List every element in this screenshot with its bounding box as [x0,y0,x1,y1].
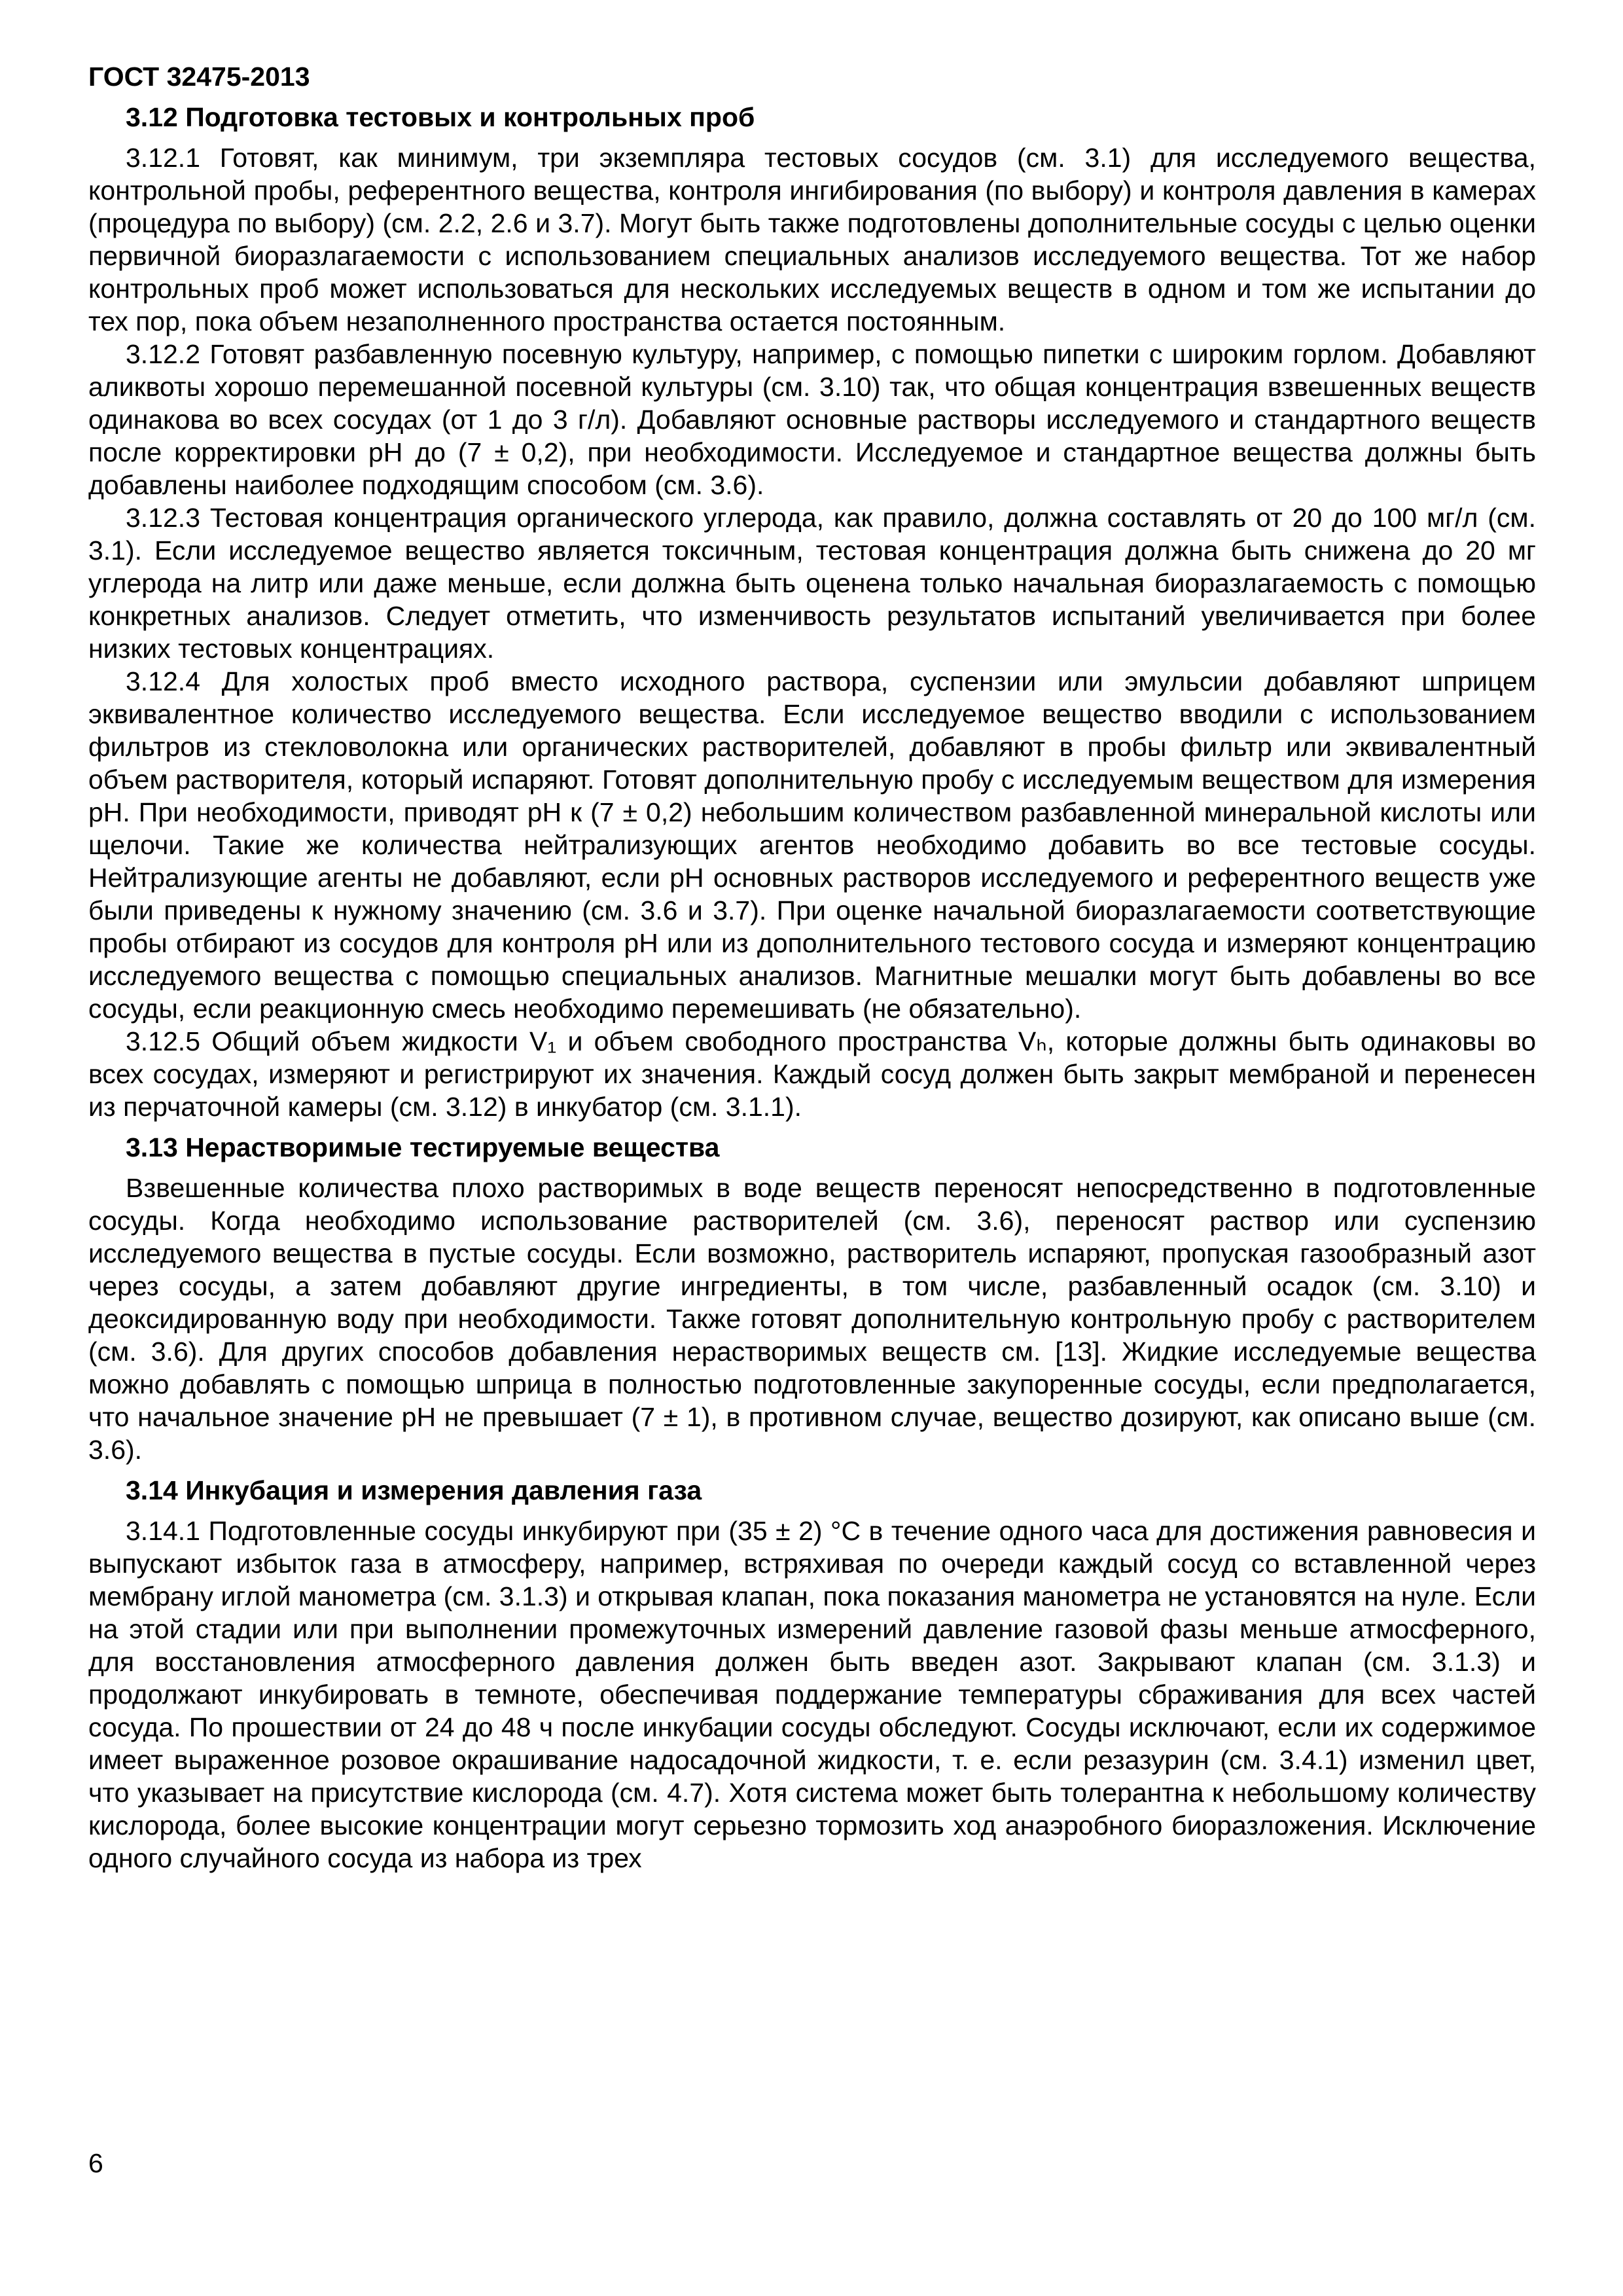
page-number: 6 [88,2148,103,2178]
paragraph-3-12-1: 3.12.1 Готовят, как минимум, три экземпляра тестовых сосудов (см. 3.1) для исследуемого вещества, контрольной пробы, референтного вещества, контроля ингибирования (по выбору) и контроля давления в камерах (процедура по выбору) (см. 2.2, 2.6 и 3.7). Могут быть также подготовлены дополнительные сосуды с целью оценки первичной биоразлагаемости с использованием специальных анализов исследуемого вещества. Тот же набор контрольных проб может использоваться для нескольких исследуемых веществ в одном и том же испытании до тех пор, пока объем незаполненного пространства остается постоянным. [88,143,1536,336]
paragraph-3-13: Взвешенные количества плохо растворимых в воде веществ переносят непосредственно в подготовленные сосуды. Когда необходимо использование растворителей (см. 3.6), переносят раствор или суспензию исследуемого вещества в пустые сосуды. Если возможно, растворитель испаряют, пропуская газообразный азот через сосуды, а затем добавляют другие ингредиенты, в том числе, разбавленный осадок (см. 3.10) и деоксидированную воду при необходимости. Также готовят дополнительную контрольную пробу с растворителем (см. 3.6). Для других способов добавления нерастворимых веществ см. [13]. Жидкие исследуемые вещества можно добавлять с помощью шприца в полностью подготовленные закупоренные сосуды, если предполагается, что начальное значение pH не превышает (7 ± 1), в противном случае, вещество дозируют, как описано выше (см. 3.6). [88,1173,1536,1465]
section-heading-3-14: 3.14 Инкубация и измерения давления газа [126,1475,702,1505]
section-heading-3-12: 3.12 Подготовка тестовых и контрольных проб [126,102,755,132]
section-heading-3-13: 3.13 Нерастворимые тестируемые вещества [126,1132,720,1162]
paragraph-3-14-1: 3.14.1 Подготовленные сосуды инкубируют при (35 ± 2) °С в течение одного часа для достижения равновесия и выпускают избыток газа в атмосферу, например, встряхивая по очереди каждый сосуд со вставленной через мембрану иглой манометра (см. 3.1.3) и открывая клапан, пока показания манометра не установятся на нуле. Если на этой стадии или при выполнении промежуточных измерений давление газовой фазы меньше атмосферного, для восстановления атмосферного давления должен быть введен азот. Закрывают клапан (см. 3.1.3) и продолжают инкубировать в темноте, обеспечивая поддержание температуры сбраживания для всех частей сосуда. По прошествии от 24 до 48 ч после инкубации сосуды обследуют. Сосуды исключают, если их содержимое имеет выраженное розовое окрашивание надосадочной жидкости, т. е. если резазурин (см. 3.4.1) изменил цвет, что указывает на присутствие кислорода (см. 4.7). Хотя система может быть толерантна к небольшому количеству кислорода, более высокие концентрации могут серьезно тормозить ход анаэробного биоразложения. Исключение одного случайного сосуда из набора из трех [88,1516,1536,1873]
paragraph-3-12-2: 3.12.2 Готовят разбавленную посевную культуру, например, с помощью пипетки с широким горлом. Добавляют аликвоты хорошо перемешанной посевной культуры (см. 3.10) так, что общая концентрация взвешенных веществ одинакова во всех сосудах (от 1 до 3 г/л). Добавляют основные растворы исследуемого и стандартного веществ после корректировки pH до (7 ± 0,2), при необходимости. Исследуемое и стандартное вещества должны быть добавлены наиболее подходящим способом (см. 3.6). [88,339,1536,500]
paragraph-3-12-5: 3.12.5 Общий объем жидкости V₁ и объем свободного пространства Vₕ, которые должны быть одинаковы во всех сосудах, измеряют и регистрируют их значения. Каждый сосуд должен быть закрыт мембраной и перенесен из перчаточной камеры (см. 3.12) в инкубатор (см. 3.1.1). [88,1026,1536,1122]
paragraph-3-12-4: 3.12.4 Для холостых проб вместо исходного раствора, суспензии или эмульсии добавляют шприцем эквивалентное количество исследуемого вещества. Если исследуемое вещество вводили с использованием фильтров из стекловолокна или органических растворителей, добавляют в пробы фильтр или эквивалентный объем растворителя, который испаряют. Готовят дополнительную пробу с исследуемым веществом для измерения pH. При необходимости, приводят pH к (7 ± 0,2) небольшим количеством разбавленной минеральной кислоты или щелочи. Такие же количества нейтрализующих агентов необходимо добавить во все тестовые сосуды. Нейтрализующие агенты не добавляют, если pH основных растворов исследуемого и референтного веществ уже были приведены к нужному значению (см. 3.6 и 3.7). При оценке начальной биоразлагаемости соответствующие пробы отбирают из сосудов для контроля pH или из дополнительного тестового сосуда и измеряют концентрацию исследуемого вещества с помощью специальных анализов. Магнитные мешалки могут быть добавлены во все сосуды, если реакционную смесь необходимо перемешивать (не обязательно). [88,666,1536,1024]
document-header: ГОСТ 32475-2013 [88,62,310,92]
paragraph-3-12-3: 3.12.3 Тестовая концентрация органического углерода, как правило, должна составлять от 20 до 100 мг/л (см. 3.1). Если исследуемое вещество является токсичным, тестовая концентрация должна быть снижена до 20 мг углерода на литр или даже меньше, если должна быть оценена только начальная биоразлагаемость с помощью конкретных анализов. Следует отметить, что изменчивость результатов испытаний увеличивается при более низких тестовых концентрациях. [88,503,1536,664]
document-content [88,60,1536,1874]
